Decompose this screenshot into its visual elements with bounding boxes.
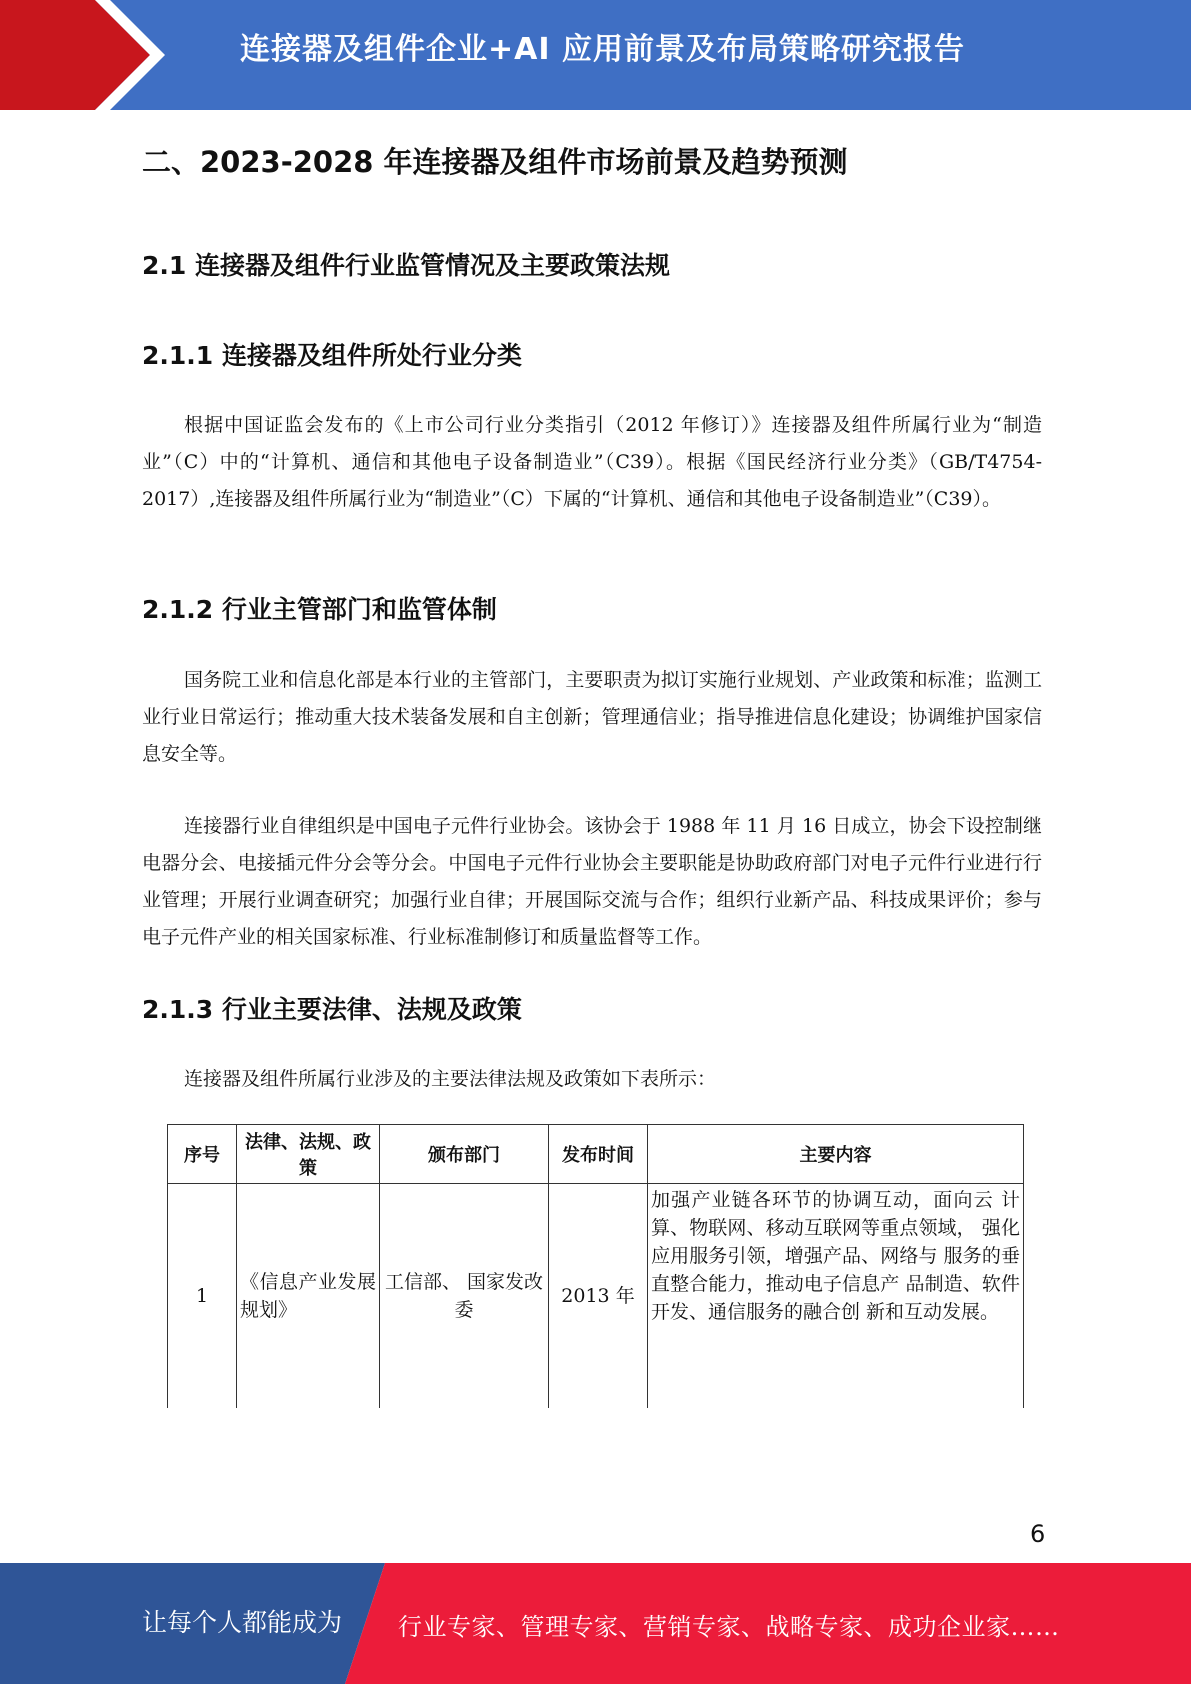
section-2-1-1-title: 2.1.1 连接器及组件所处行业分类 [142, 341, 522, 370]
header-date: 发布时间 [549, 1125, 648, 1184]
footer-slogan-right: 行业专家、管理专家、营销专家、战略专家、成功企业家…… [398, 1613, 1060, 1641]
section-2-1-3-intro: 连接器及组件所属行业涉及的主要法律法规及政策如下表所示： [184, 1068, 717, 1090]
section-2-1-2-title: 2.1.2 行业主管部门和监管体制 [142, 595, 497, 624]
header-title: 连接器及组件企业+AI 应用前景及布局策略研究报告 [240, 32, 965, 67]
cell-date: 2013 年 [549, 1184, 648, 1408]
table-row [168, 1184, 1024, 1408]
section-2-1-2-paragraph-1: 国务院工业和信息化部是本行业的主管部门，主要职责为拟订实施行业规划、产业政策和标准；监测工业行业日常运行；推动重大技术装备发展和自主创新；管理通信业；指导推进信息化建设；协调维护国家信息安全等。 [142, 669, 1042, 765]
report-header [0, 0, 1191, 110]
cell-index: 1 [168, 1184, 237, 1408]
header-dept: 颁布部门 [380, 1125, 549, 1184]
policy-table [167, 1124, 1024, 1408]
cell-dept: 工信部、 国家发改委 [380, 1184, 549, 1408]
header-index: 序号 [168, 1125, 237, 1184]
cell-content: 加强产业链各环节的协调互动，面向云 计算、物联网、移动互联网等重点领域， 强化应用服务引领，增强产品、网络与 服务的垂直整合能力，推动电子信息产 品制造、软件开发、通信服务的融合创 新和互动发展。 [648, 1184, 1024, 1408]
section-2-1-2-paragraph-2: 连接器行业自律组织是中国电子元件行业协会。该协会于 1988 年 11 月 16 日成立，协会下设控制继电器分会、电接插元件分会等分会。中国电子元件行业协会主要职能是协助政府部门对电子元件行业进行行业管理；开展行业调查研究；加强行业自律；开展国际交流与合作；组织行业新产品、科技成果评价；参与电子元件产业的相关国家标准、行业标准制修订和质量监督等工作。 [142, 815, 1042, 948]
header-law: 法律、法规、政策 [237, 1125, 380, 1184]
chapter-title: 二、2023-2028 年连接器及组件市场前景及趋势预测 [142, 145, 848, 179]
header-content: 主要内容 [648, 1125, 1024, 1184]
cell-law: 《信息产业发展规划》 [237, 1184, 380, 1408]
footer-slogan-left: 让每个人都能成为 [142, 1608, 343, 1637]
section-2-1-1-paragraph: 根据中国证监会发布的《上市公司行业分类指引（2012 年修订）》连接器及组件所属行业为“制造业”（C）中的“计算机、通信和其他电子设备制造业”（C39）。根据《国民经济行业分类》（GB/T4754-2017）,连接器及组件所属行业为“制造业”（C）下属的“计算机、通信和其他电子设备制造业”（C39）。 [142, 414, 1042, 510]
section-2-1-title: 2.1 连接器及组件行业监管情况及主要政策法规 [142, 251, 670, 280]
policy-table-header-row [168, 1125, 1024, 1184]
header-red-arrow [0, 0, 150, 110]
section-2-1-3-title: 2.1.3 行业主要法律、法规及政策 [142, 995, 522, 1024]
page-number: 6 [1030, 1520, 1046, 1548]
report-footer [0, 1563, 1191, 1684]
